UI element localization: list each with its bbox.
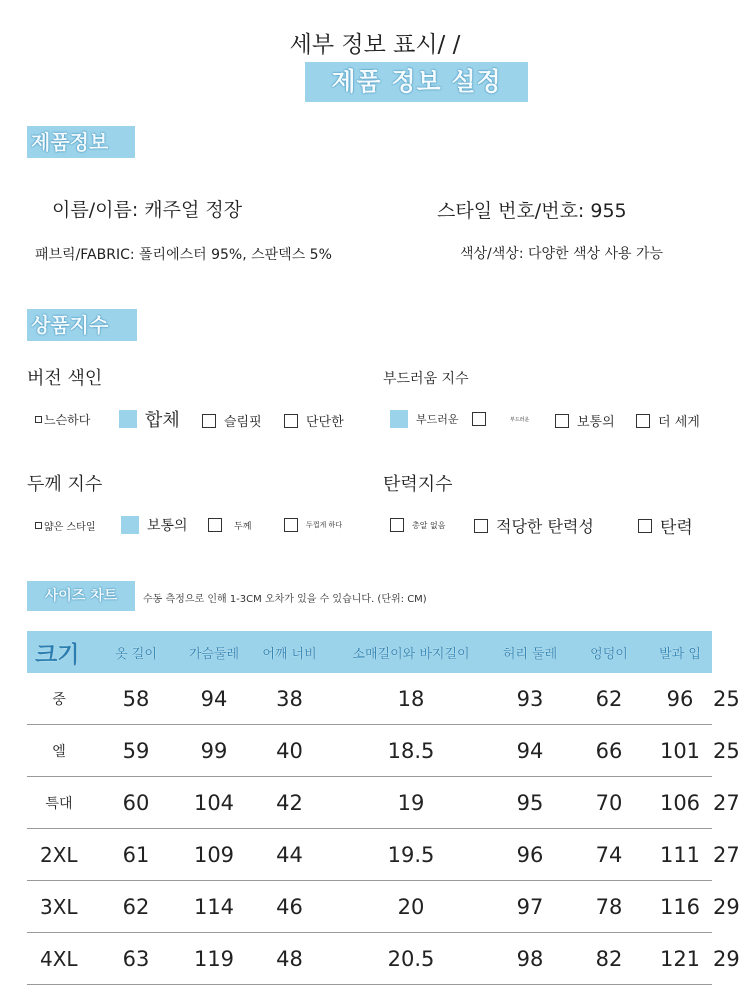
table-cell: 48 (247, 933, 332, 985)
table-cell: 95 (490, 777, 570, 829)
checkbox-icon (638, 519, 652, 533)
table-row: 특대 60 104 42 19 95 70 106 27 (27, 777, 712, 829)
fit-option-slim[interactable] (202, 411, 262, 430)
column-header: 허리 둘레 (490, 631, 570, 673)
option-label: 적당한 탄력성 (496, 517, 594, 536)
option-label: 탄력 (660, 518, 693, 538)
option-label: 두께 (234, 521, 252, 532)
product-index-section-label: 상품지수 (27, 309, 137, 341)
fabric-info: 패브릭/FABRIC: 폴리에스터 95%, 스판덱스 5% (35, 247, 332, 263)
table-cell: 97 (490, 881, 570, 933)
size-cell: 4XL (27, 933, 91, 985)
table-cell: 121 (648, 933, 712, 985)
size-cell: 3XL (27, 881, 91, 933)
table-cell: 62 (570, 673, 648, 725)
column-header: 가슴둘레 (181, 631, 247, 673)
table-cell: 58 (91, 673, 181, 725)
table-cell: 70 (570, 777, 648, 829)
table-cell: 94 (490, 725, 570, 777)
table-cell: 63 (91, 933, 181, 985)
option-label: 단단한 (306, 415, 344, 430)
table-cell: 109 (181, 829, 247, 881)
softness-option-harder[interactable] (636, 411, 700, 430)
table-cell: 40 (247, 725, 332, 777)
checkbox-checked-icon (390, 410, 408, 428)
elasticity-option-moderate[interactable] (474, 514, 594, 537)
checkbox-icon (474, 519, 488, 533)
column-header: 크기 (27, 631, 91, 673)
checkbox-icon (472, 412, 486, 426)
option-label: 두껍게 하다 (306, 521, 343, 529)
table-cell: 114 (181, 881, 247, 933)
table-cell: 18.5 (332, 725, 490, 777)
table-cell: 96 (490, 829, 570, 881)
product-info-section-label: 제품정보 (27, 126, 135, 158)
color-info: 색상/색상: 다양한 색상 사용 가능 (460, 246, 664, 262)
checkbox-icon (284, 414, 298, 428)
table-cell: 98 (490, 933, 570, 985)
checkbox-icon (636, 414, 650, 428)
elasticity-option-none[interactable] (390, 518, 445, 532)
table-cell: 19.5 (332, 829, 490, 881)
table-row: 중 58 94 38 18 93 62 96 25 (27, 673, 712, 725)
option-label: 보통의 (147, 518, 188, 534)
product-info-banner: 제품 정보 설정 (305, 62, 528, 102)
table-cell: 62 (91, 881, 181, 933)
table-cell: 74 (570, 829, 648, 881)
column-header: 엉덩이 (570, 631, 648, 673)
elasticity-option-elastic[interactable] (638, 513, 693, 538)
softness-option-normal[interactable] (555, 411, 615, 430)
table-cell: 104 (181, 777, 247, 829)
size-chart-section-label: 사이즈 차트 (27, 581, 135, 611)
column-header: 옷 길이 (91, 631, 181, 673)
option-label: 보통의 (577, 415, 615, 430)
table-cell: 20 (332, 881, 490, 933)
table-cell: 93 (490, 673, 570, 725)
thickness-index-heading: 두께 지수 (27, 474, 103, 495)
softness-option-softer[interactable] (472, 412, 529, 426)
table-cell: 111 (648, 829, 712, 881)
fit-option-loose[interactable] (35, 411, 90, 428)
table-cell: 119 (181, 933, 247, 985)
checkbox-icon (390, 518, 404, 532)
column-header: 발과 입 (648, 631, 712, 673)
table-cell: 101 (648, 725, 712, 777)
table-row: 엘 59 99 40 18.5 94 66 101 25 (27, 725, 712, 777)
style-number: 스타일 번호/번호: 955 (437, 200, 627, 222)
table-cell: 94 (181, 673, 247, 725)
size-cell: 특대 (27, 777, 91, 829)
table-cell: 19 (332, 777, 490, 829)
checkbox-icon (202, 414, 216, 428)
table-row: 3XL 62 114 46 20 97 78 116 29 (27, 881, 712, 933)
size-cell: 중 (27, 673, 91, 725)
elasticity-index-heading: 탄력지수 (383, 474, 453, 495)
option-label: 얇은 스타일 (44, 522, 96, 533)
checkbox-icon (35, 522, 42, 529)
column-header: 소매길이와 바지길이 (332, 631, 490, 673)
size-table (27, 631, 740, 985)
option-label: 부드러운 (510, 416, 530, 423)
checkbox-checked-icon (121, 516, 139, 534)
fit-index-heading: 버전 색인 (27, 368, 103, 389)
thickness-option-thicker[interactable] (284, 518, 342, 532)
size-cell: 2XL (27, 829, 91, 881)
checkbox-icon (208, 518, 222, 532)
option-label: 부드러운 (416, 413, 459, 426)
table-cell: 44 (247, 829, 332, 881)
table-cell: 60 (91, 777, 181, 829)
table-cell: 42 (247, 777, 332, 829)
table-cell: 20.5 (332, 933, 490, 985)
measurement-note: 수동 측정으로 인해 1-3CM 오차가 있을 수 있습니다. (단위: CM) (143, 594, 427, 605)
checkbox-icon (35, 416, 42, 423)
table-cell: 66 (570, 725, 648, 777)
table-cell: 38 (247, 673, 332, 725)
table-cell: 82 (570, 933, 648, 985)
softness-index-heading: 부드러움 지수 (383, 371, 469, 387)
option-label: 합체 (145, 410, 180, 431)
table-cell: 18 (332, 673, 490, 725)
table-cell: 46 (247, 881, 332, 933)
table-cell: 96 (648, 673, 712, 725)
fit-option-fitted[interactable] (119, 406, 180, 432)
checkbox-icon (555, 414, 569, 428)
column-header: 어깨 너비 (247, 631, 332, 673)
table-cell: 78 (570, 881, 648, 933)
option-label: 더 세게 (658, 415, 700, 430)
size-cell: 엘 (27, 725, 91, 777)
thickness-option-thick[interactable] (208, 518, 251, 532)
table-row: 2XL 61 109 44 19.5 96 74 111 27 (27, 829, 712, 881)
table-cell: 61 (91, 829, 181, 881)
option-label: 슬림핏 (224, 415, 262, 430)
product-name: 이름/이름: 캐주얼 정장 (52, 199, 243, 221)
checkbox-checked-icon (119, 410, 137, 428)
option-label: 느슨하다 (44, 413, 91, 427)
fit-option-tight[interactable] (284, 411, 344, 430)
table-cell: 59 (91, 725, 181, 777)
thickness-option-normal[interactable] (121, 515, 188, 535)
option-label: 총알 없음 (412, 520, 446, 530)
table-cell: 106 (648, 777, 712, 829)
table-header-row (27, 631, 712, 673)
table-cell: 116 (648, 881, 712, 933)
softness-option-soft[interactable] (390, 410, 459, 428)
table-cell: 99 (181, 725, 247, 777)
thickness-option-thin[interactable] (35, 518, 95, 533)
page-title: 세부 정보 표시/ / (289, 32, 461, 58)
table-row: 4XL 63 119 48 20.5 98 82 121 29 (27, 933, 712, 985)
checkbox-icon (284, 518, 298, 532)
